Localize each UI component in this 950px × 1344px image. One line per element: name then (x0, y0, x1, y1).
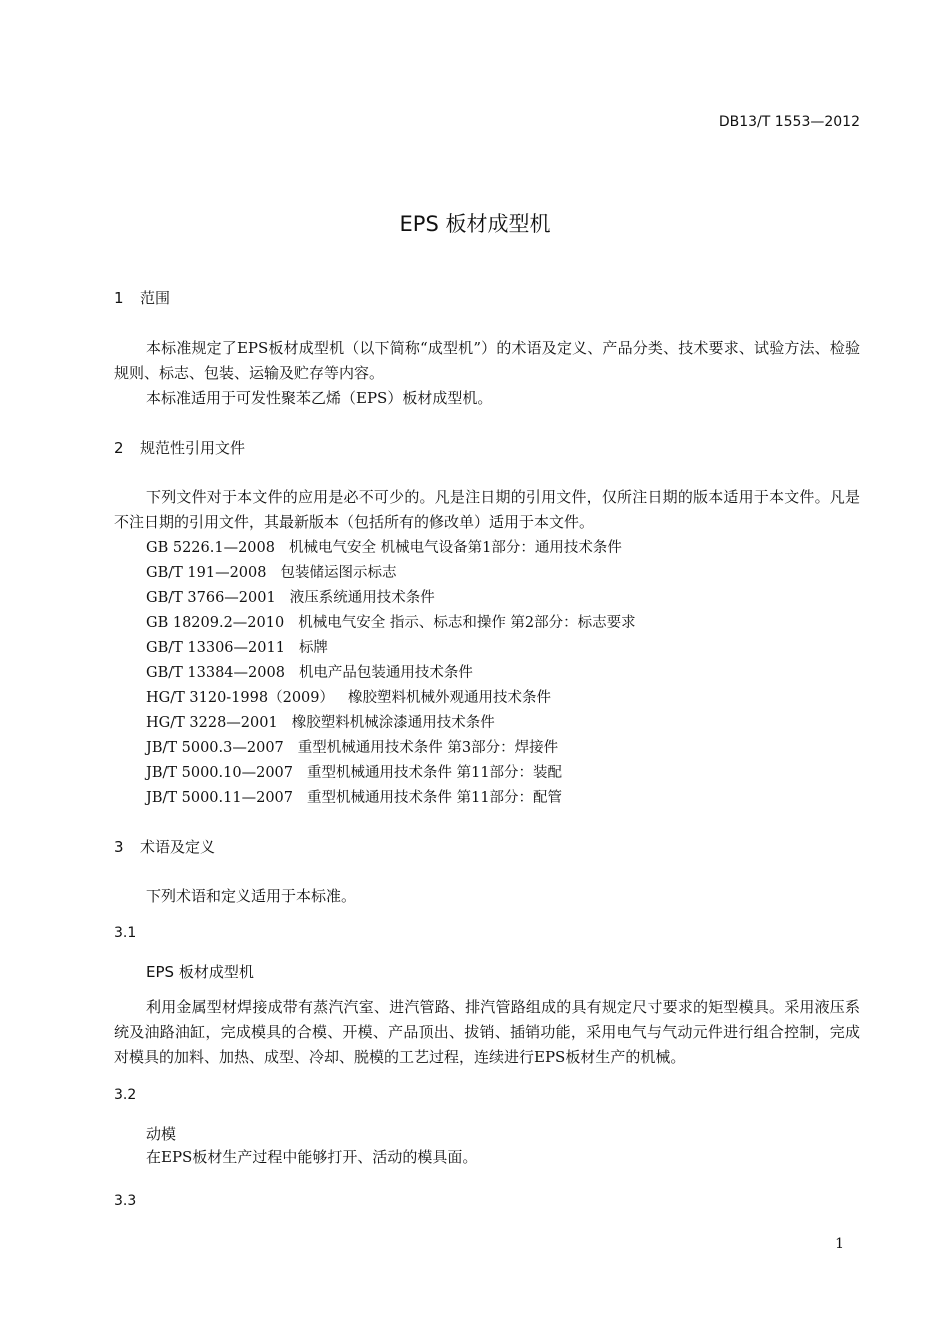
reference-code: GB 18209.2—2010 (146, 615, 285, 631)
subsection-number-3-2: 3.2 (114, 1087, 137, 1103)
subsection-number-3-3: 3.3 (114, 1193, 137, 1209)
term-title-3-2: 动模 (146, 1125, 177, 1143)
section-3-paragraph-1: 下列术语和定义适用于本标准。 (146, 887, 357, 905)
reference-title: 液压系统通用技术条件 (289, 590, 435, 606)
term-title-3-1: EPS 板材成型机 (146, 963, 254, 981)
reference-title: 橡胶塑料机械涂漆通用技术条件 (291, 715, 495, 731)
term-definition-3-1: 利用金属型材焊接成带有蒸汽汽室、进汽管路、排汽管路组成的具有规定尺寸要求的矩型模具。采用液压系统及油路油缸，完成模具的合模、开模、产品顶出、拔销、插销功能，采用电气与气动元件进行组合控制，完成对模具的加料、加热、成型、冷却、脱模的工艺过程，连续进行EPS板材生产的机械。 (114, 998, 860, 1066)
section-1-paragraph-1: 本标准规定了EPS板材成型机（以下简称“成型机”）的术语及定义、产品分类、技术要求、试验方法、检验规则、标志、包装、运输及贮存等内容。 (114, 339, 860, 382)
reference-title: 机电产品包装通用技术条件 (298, 665, 473, 681)
reference-code: JB/T 5000.11—2007 (146, 790, 293, 806)
document-title: EPS 板材成型机 (399, 212, 551, 236)
reference-title: 机械电气安全 机械电气设备第1部分：通用技术条件 (289, 540, 622, 556)
reference-item (146, 636, 328, 657)
reference-item (146, 661, 473, 682)
reference-item (146, 586, 435, 607)
reference-item (146, 761, 562, 782)
section-2-heading (114, 437, 245, 458)
reference-item (146, 536, 622, 557)
section-1-heading (114, 287, 170, 308)
subsection-number-3-1: 3.1 (114, 925, 137, 941)
section-3-heading (114, 836, 215, 857)
section-title: 规范性引用文件 (140, 439, 246, 457)
reference-code: GB/T 191—2008 (146, 565, 267, 581)
section-title: 术语及定义 (140, 838, 216, 856)
section-2-paragraph-1: 下列文件对于本文件的应用是必不可少的。凡是注日期的引用文件，仅所注日期的版本适用于本文件。凡是不注日期的引用文件，其最新版本（包括所有的修改单）适用于本文件。 (114, 488, 860, 531)
reference-title: 标牌 (298, 640, 328, 656)
reference-item (146, 786, 562, 807)
reference-code: GB/T 13306—2011 (146, 640, 285, 656)
section-title: 范围 (140, 289, 171, 307)
reference-code: GB 5226.1—2008 (146, 540, 275, 556)
reference-code: HG/T 3120-1998（2009） (146, 690, 334, 706)
section-number: 3 (114, 838, 124, 856)
reference-title: 重型机械通用技术条件 第11部分：配管 (307, 790, 563, 806)
section-number: 1 (114, 289, 124, 307)
reference-code: GB/T 13384—2008 (146, 665, 285, 681)
reference-title: 橡胶塑料机械外观通用技术条件 (348, 690, 551, 706)
reference-code: JB/T 5000.10—2007 (146, 765, 293, 781)
reference-code: JB/T 5000.3—2007 (146, 740, 284, 756)
reference-item (146, 686, 551, 707)
section-1-paragraph-2: 本标准适用于可发性聚苯乙烯（EPS）板材成型机。 (146, 389, 493, 407)
reference-title: 包装储运图示标志 (280, 565, 397, 581)
reference-code: HG/T 3228—2001 (146, 715, 278, 731)
reference-item (146, 736, 558, 757)
reference-title: 重型机械通用技术条件 第11部分：装配 (307, 765, 563, 781)
reference-code: GB/T 3766—2001 (146, 590, 276, 606)
reference-item (146, 711, 495, 732)
standard-code: DB13/T 1553—2012 (718, 114, 860, 130)
page-number: 1 (835, 1236, 844, 1252)
section-number: 2 (114, 439, 124, 457)
reference-title: 重型机械通用技术条件 第3部分：焊接件 (297, 740, 559, 756)
reference-title: 机械电气安全 指示、标志和操作 第2部分：标志要求 (298, 615, 636, 631)
term-definition-3-2: 在EPS板材生产过程中能够打开、活动的模具面。 (146, 1148, 478, 1166)
reference-item (146, 611, 636, 632)
reference-item (146, 561, 396, 582)
